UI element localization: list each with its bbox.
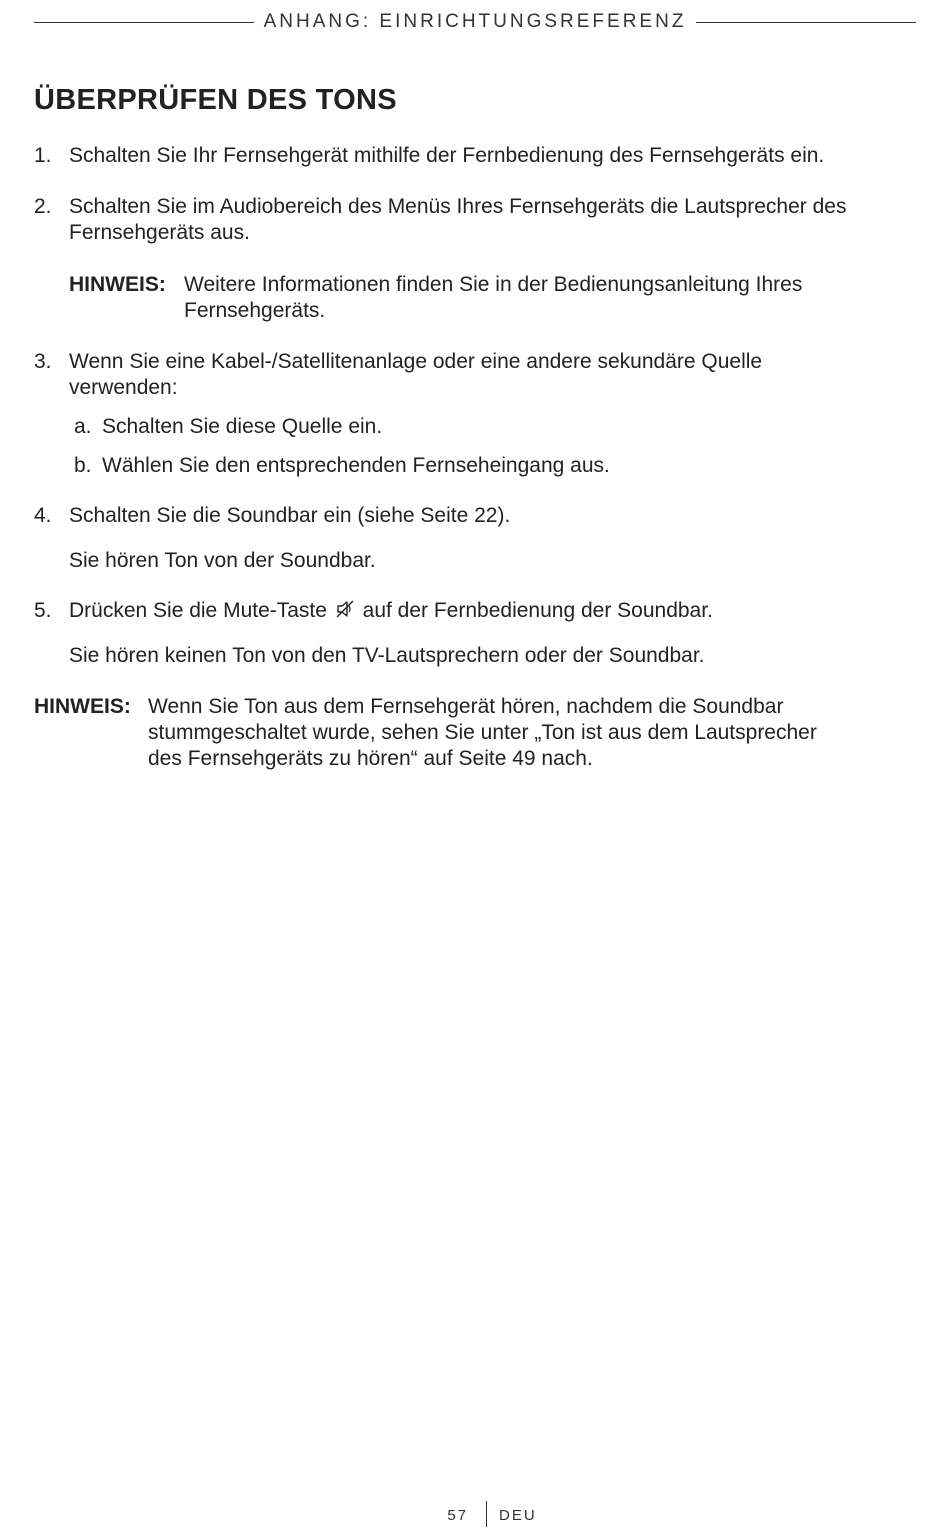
step-3 <box>34 349 916 401</box>
page-heading: ÜBERPRÜFEN DES TONS <box>34 84 397 116</box>
substep-letter: a. <box>74 415 92 438</box>
step-number: 4. <box>34 504 52 527</box>
step-number: 1. <box>34 144 52 167</box>
note-line: stummgeschaltet wurde, sehen Sie unter „Ton ist aus dem Lautsprecher <box>148 721 817 744</box>
mute-icon <box>335 599 355 619</box>
substep-text: Wählen Sie den entsprechenden Fernseheingang aus. <box>102 454 610 477</box>
step-4-result: Sie hören Ton von der Soundbar. <box>69 549 376 572</box>
step-text-line: Schalten Sie im Audiobereich des Menüs Ihres Fernsehgeräts die Lautsprecher des <box>69 195 847 218</box>
step-text: Schalten Sie Ihr Fernsehgerät mithilfe der Fernbedienung des Fernsehgeräts ein. <box>69 144 825 167</box>
step-4 <box>34 503 916 529</box>
substep-letter: b. <box>74 454 92 477</box>
step-number: 5. <box>34 599 52 622</box>
note-label: HINWEIS: <box>34 695 131 718</box>
step-5-result: Sie hören keinen Ton von den TV-Lautsprechern oder der Soundbar. <box>69 644 705 667</box>
substep-a <box>74 414 874 440</box>
step-text: Schalten Sie die Soundbar ein (siehe Seite 22). <box>69 504 511 527</box>
footer-separator <box>486 1501 487 1527</box>
note-line: des Fernsehgeräts zu hören“ auf Seite 49 nach. <box>148 747 593 770</box>
substep-b <box>74 453 874 479</box>
step-text-before-icon: Drücken Sie die Mute-Taste <box>69 599 327 622</box>
note-label: HINWEIS: <box>69 273 166 296</box>
page-header <box>34 8 916 36</box>
step-text-line: Fernsehgeräts aus. <box>69 221 250 244</box>
step-text-line: verwenden: <box>69 376 178 399</box>
step-text <box>69 349 916 401</box>
header-rule-left <box>34 22 254 23</box>
note-line: Fernsehgeräts. <box>184 299 326 322</box>
note-line: Wenn Sie Ton aus dem Fernsehgerät hören, nachdem die Soundbar <box>148 695 784 718</box>
step-2-note <box>69 272 916 324</box>
note-content <box>184 272 802 324</box>
note-line: Weitere Informationen finden Sie in der Bedienungsanleitung Ihres <box>184 273 803 296</box>
step-text-after-icon: auf der Fernbedienung der Soundbar. <box>362 599 713 622</box>
step-2 <box>34 194 916 246</box>
page-footer <box>0 1500 950 1528</box>
final-note <box>34 694 916 772</box>
section-title: ANHANG: EINRICHTUNGSREFERENZ <box>263 11 687 32</box>
step-text <box>69 598 916 624</box>
step-number: 2. <box>34 195 52 218</box>
header-rule-right <box>696 22 916 23</box>
step-5 <box>34 598 916 624</box>
step-text-line: Wenn Sie eine Kabel-/Satellitenanlage oder eine andere sekundäre Quelle <box>69 350 763 373</box>
substep-text: Schalten Sie diese Quelle ein. <box>102 415 383 438</box>
step-number: 3. <box>34 350 52 373</box>
note-content <box>148 694 817 772</box>
language-code: DEU <box>499 1507 537 1524</box>
page-number: 57 <box>447 1507 468 1524</box>
step-text <box>69 194 916 246</box>
step-1 <box>34 143 916 169</box>
